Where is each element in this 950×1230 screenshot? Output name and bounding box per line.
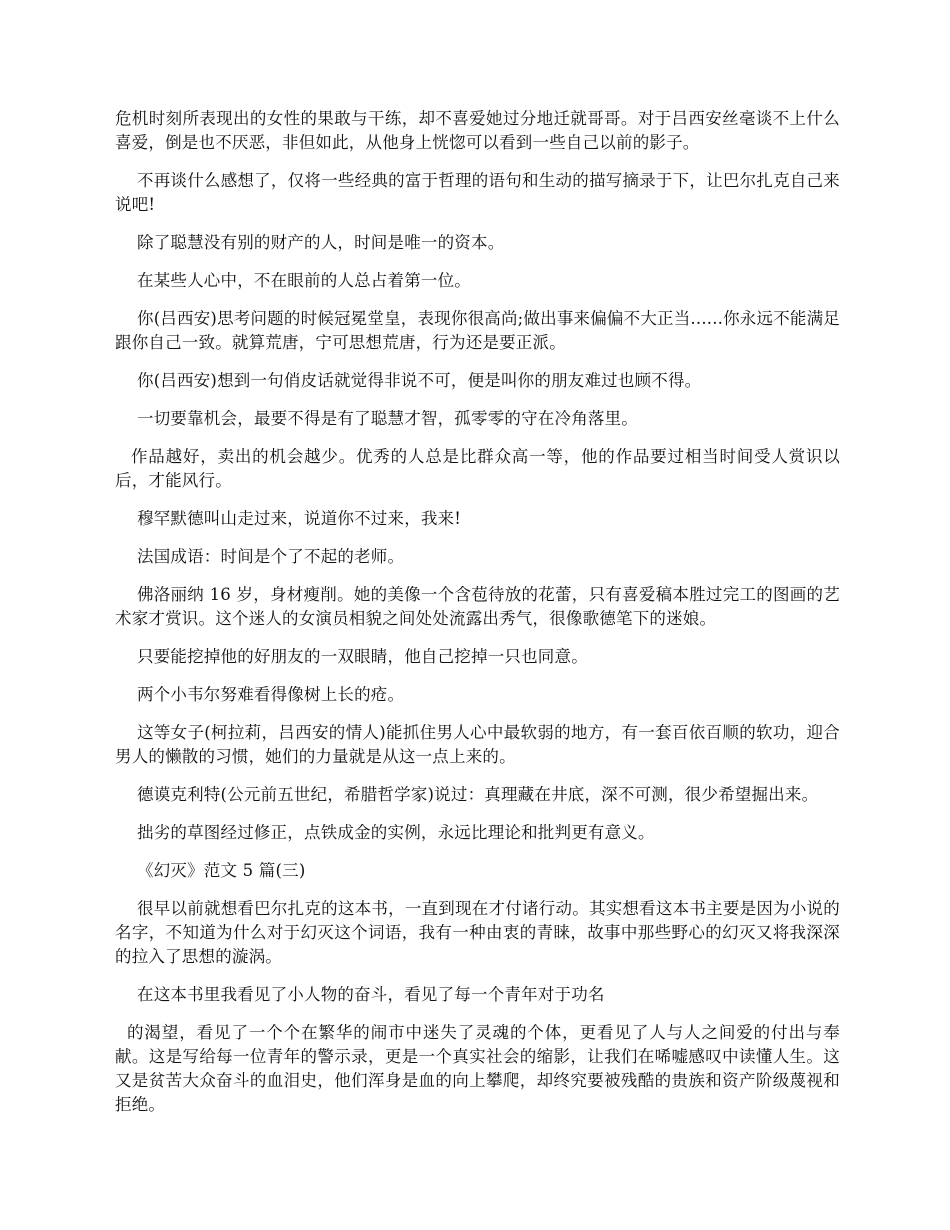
paragraph-2: 不再谈什么感想了，仅将一些经典的富于哲理的语句和生动的描写摘录于下，让巴尔扎克自己来说吧! (115, 171, 840, 214)
paragraph-17: 很早以前就想看巴尔扎克的这本书，一直到现在才付诸行动。其实想看这本书主要是因为小说的名字，不知道为什么对于幻灭这个词语，我有一种由衷的青睐，故事中那些野心的幻灭又将我深深的拉入了思想的漩涡。 (115, 899, 840, 966)
paragraph-16: 拙劣的草图经过修正，点铁成金的实例，永远比理论和批判更有意义。 (137, 823, 655, 842)
paragraph-12: 只要能挖掉他的好朋友的一双眼睛，他自己挖掉一只也同意。 (137, 647, 588, 666)
paragraph-8: 作品越好，卖出的机会越少。优秀的人总是比群众高一等，他的作品要过相当时间受人赏识以后，才能风行。 (115, 447, 840, 490)
paragraph-3: 除了聪慧没有别的财产的人，时间是唯一的资本。 (137, 233, 505, 252)
paragraph-13: 两个小韦尔努难看得像树上长的疮。 (137, 685, 405, 704)
paragraph-6: 你(吕西安)想到一句俏皮话就觉得非说不可，便是叫你的朋友难过也顾不得。 (137, 371, 702, 390)
paragraph-9: 穆罕默德叫山走过来，说道你不过来，我来! (137, 509, 462, 528)
paragraph-10: 法国成语：时间是个了不起的老师。 (137, 547, 405, 566)
paragraph-5: 你(吕西安)思考问题的时候冠冕堂皇，表现你很高尚;做出事来偏偏不大正当......你永远不能满足跟你自己一致。就算荒唐，宁可思想荒唐，行为还是要正派。 (115, 309, 841, 352)
paragraph-14: 这等女子(柯拉莉，吕西安的情人)能抓住男人心中最软弱的地方，有一套百依百顺的软功，迎合男人的懒散的习惯，她们的力量就是从这一点上来的。 (115, 723, 840, 766)
paragraph-19: 的渴望，看见了一个个在繁华的闹市中迷失了灵魂的个体，更看见了人与人之间爱的付出与奉献。这是写给每一位青年的警示录，更是一个真实社会的缩影，让我们在唏嘘感叹中读懂人生。这又是贫苦大众奋斗的血泪史，他们浑身是血的向上攀爬，却终究要被残酷的贵族和资产阶级蔑视和拒绝。 (115, 1023, 840, 1114)
section-heading: 《幻灭》范文 5 篇(三) (137, 861, 306, 880)
paragraph-7: 一切要靠机会，最要不得是有了聪慧才智，孤零零的守在冷角落里。 (137, 409, 638, 428)
paragraph-1: 危机时刻所表现出的女性的果敢与干练，却不喜爱她过分地迁就哥哥。对于吕西安丝毫谈不上什么喜爱，倒是也不厌恶，非但如此，从他身上恍惚可以看到一些自己以前的影子。 (115, 109, 840, 152)
paragraph-11: 佛洛丽纳 16 岁，身材瘦削。她的美像一个含苞待放的花蕾，只有喜爱稿本胜过完工的图画的艺术家才赏识。这个迷人的女演员相貌之间处处流露出秀气，很像歌德笔下的迷娘。 (115, 585, 840, 628)
paragraph-4: 在某些人心中，不在眼前的人总占着第一位。 (137, 271, 471, 290)
paragraph-18: 在这本书里我看见了小人物的奋斗，看见了每一个青年对于功名 (137, 985, 605, 1004)
document-page (115, 107, 840, 1131)
paragraph-15: 德谟克利特(公元前五世纪，希腊哲学家)说过：真理藏在井底，深不可测，很少希望掘出来。 (137, 785, 819, 804)
